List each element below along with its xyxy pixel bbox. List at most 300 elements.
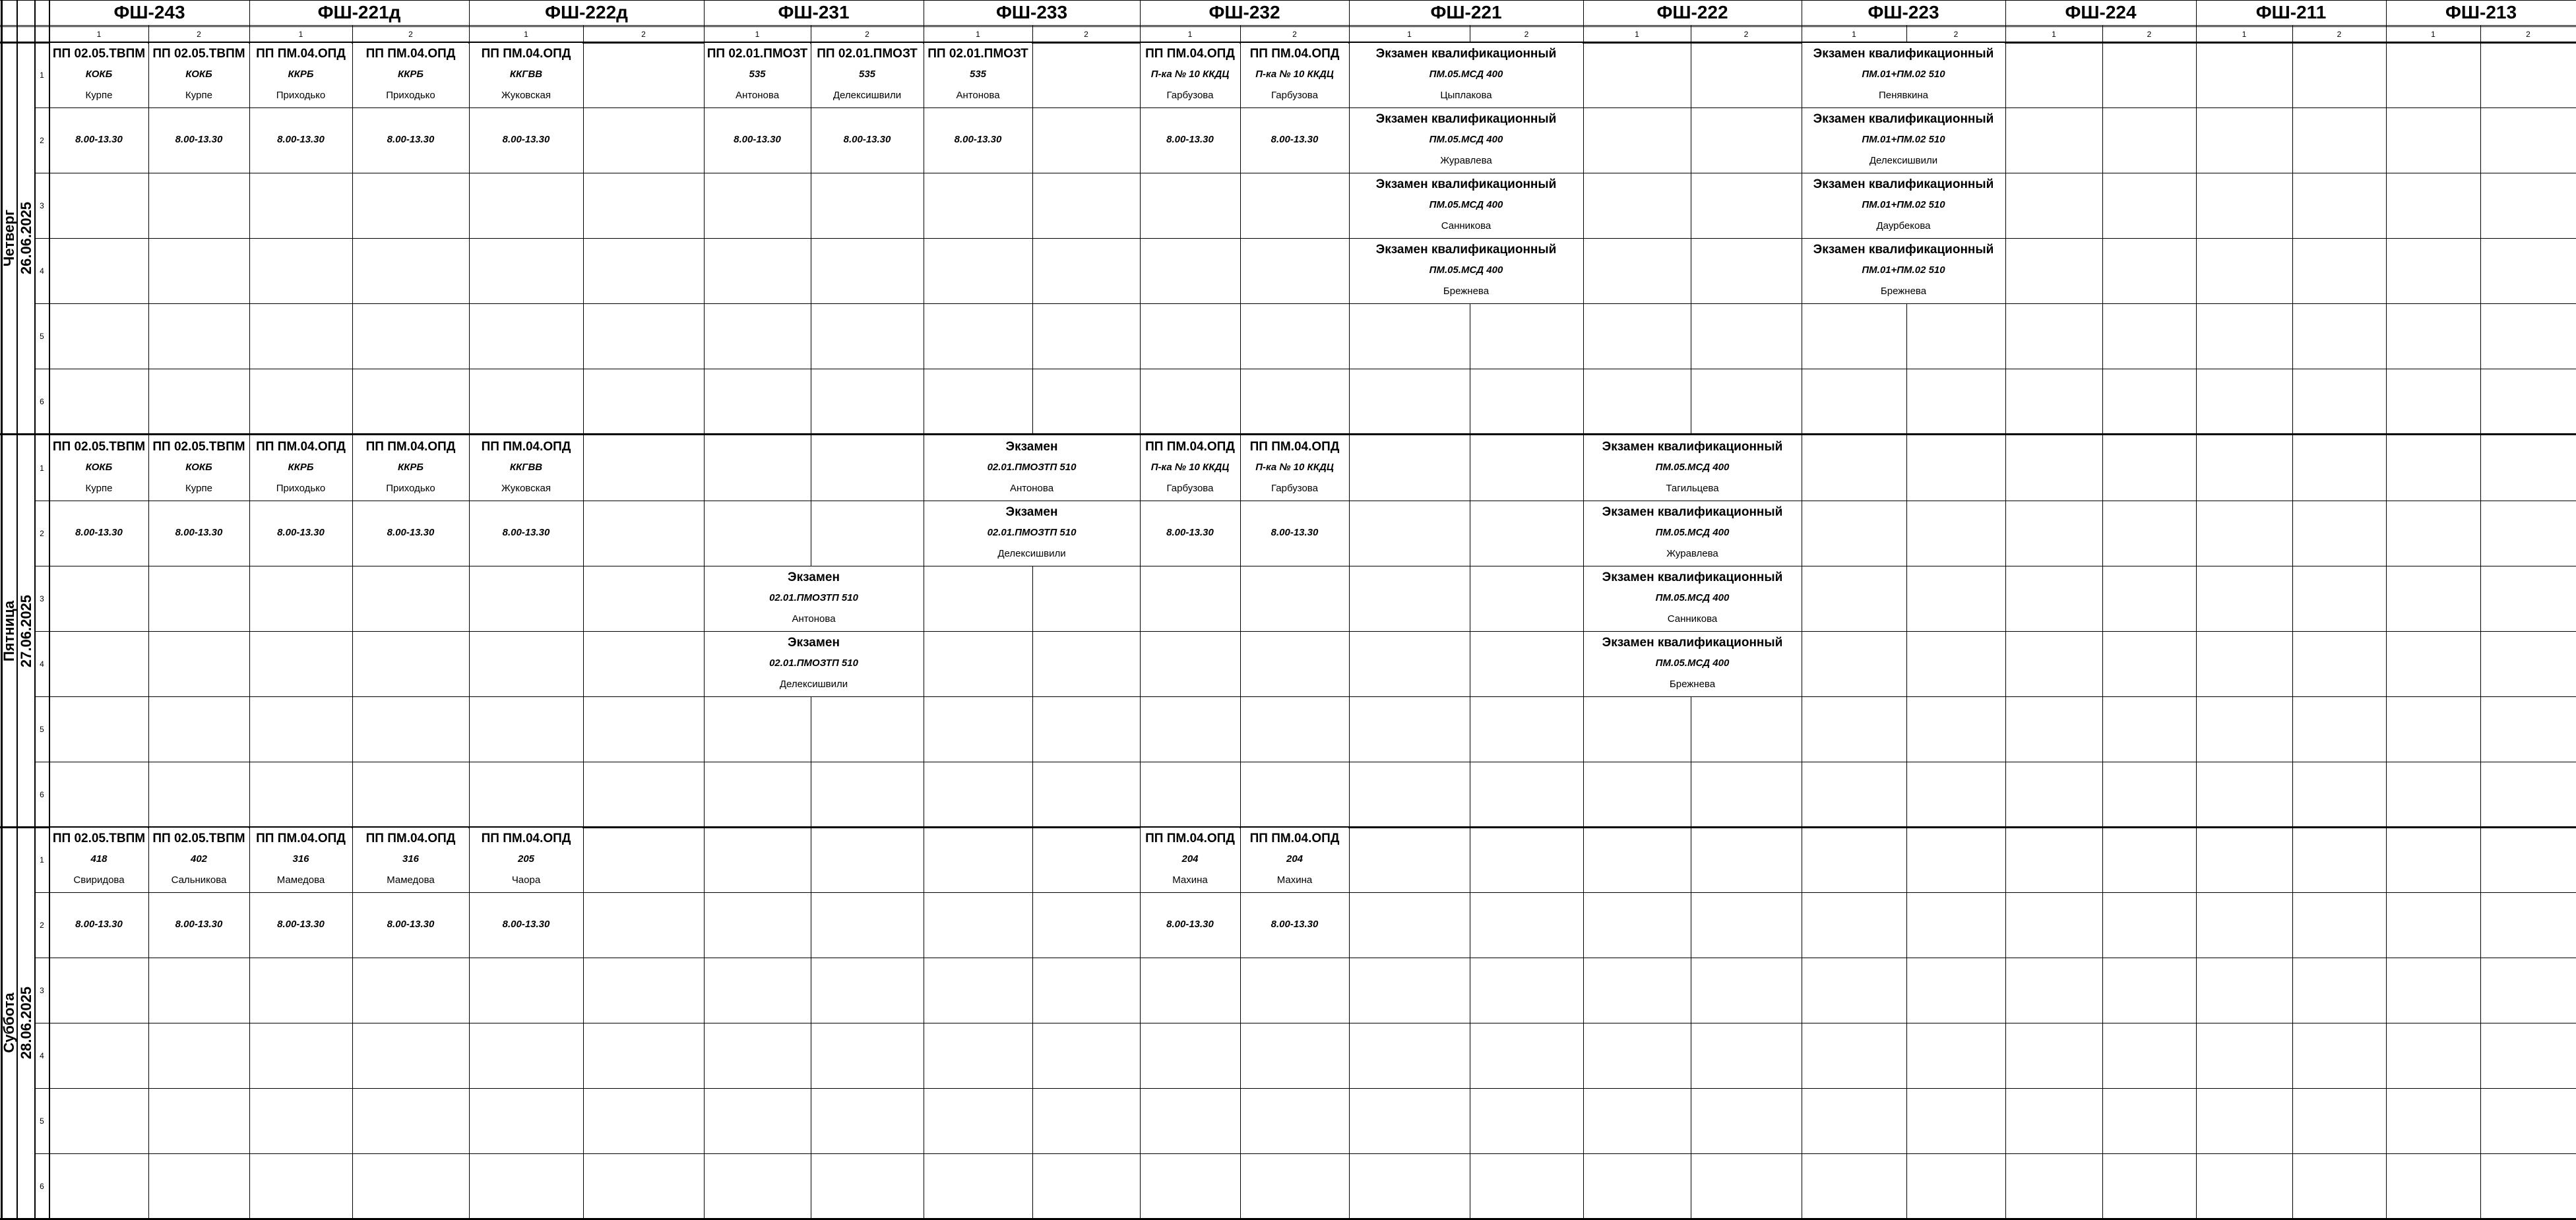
subgroup-separator <box>1032 892 1033 958</box>
entry-time: 8.00-13.30 <box>1166 919 1214 930</box>
entry-title: ПП 02.05.ТВПМ <box>152 47 245 61</box>
subgroup-separator <box>583 827 584 892</box>
subgroup-separator <box>1240 631 1241 696</box>
subgroup-separator <box>1032 173 1033 238</box>
entry-room: П-ка № 10 ККДЦ <box>1150 461 1230 473</box>
entry-title: ПП ПМ.04.ОПД <box>1249 440 1340 454</box>
entry-room: П-ка № 10 ККДЦ <box>1255 68 1334 80</box>
entry-time: 8.00-13.30 <box>75 527 123 538</box>
entry-time: 8.00-13.30 <box>734 134 781 145</box>
subgroup-separator <box>2102 1088 2103 1153</box>
subgroup-separator <box>1240 958 1241 1023</box>
pair-number: 6 <box>40 396 44 406</box>
subgroup-separator <box>583 958 584 1023</box>
entry-title: ПП 02.05.ТВПМ <box>52 832 146 845</box>
schedule-entry[interactable] <box>1241 828 1348 892</box>
group-header[interactable]: ФШ-211 <box>2255 2 2327 22</box>
entry-teacher: Курпе <box>85 483 113 495</box>
group-header[interactable]: ФШ-224 <box>2065 2 2137 22</box>
subgroup-header: 2 <box>1744 30 1749 39</box>
subgroup-separator <box>352 566 353 631</box>
subgroup-separator <box>2480 369 2481 434</box>
subgroup-separator <box>2480 1088 2481 1153</box>
subgroup-separator <box>2480 1023 2481 1088</box>
subgroup-separator <box>2292 631 2293 696</box>
subgroup-separator <box>148 696 149 762</box>
entry-room: ПМ.05.МСД 400 <box>1429 198 1503 210</box>
subgroup-separator <box>1906 1023 1907 1088</box>
entry-teacher: Даурбекова <box>1876 220 1931 232</box>
entry-room: 418 <box>90 853 108 865</box>
subgroup-separator <box>2102 762 2103 827</box>
entry-room: 402 <box>190 853 208 865</box>
subgroup-separator <box>2102 369 2103 434</box>
entry-room: ККГВВ <box>509 461 543 473</box>
group-header[interactable]: ФШ-221д <box>317 2 401 22</box>
schedule-entry[interactable] <box>353 828 468 892</box>
subgroup-separator <box>2292 762 2293 827</box>
subgroup-separator <box>1906 958 1907 1023</box>
entry-title: Экзамен <box>788 570 840 584</box>
entry-time: 8.00-13.30 <box>387 527 435 538</box>
subgroup-separator <box>2292 107 2293 173</box>
group-header[interactable]: ФШ-233 <box>995 2 1068 22</box>
subgroup-separator <box>1032 303 1033 369</box>
subgroup-separator <box>2102 1153 2103 1219</box>
subgroup-separator <box>2292 1023 2293 1088</box>
entry-room: ПМ.05.МСД 400 <box>1655 592 1730 603</box>
subgroup-header: 1 <box>976 30 980 39</box>
subgroup-header: 1 <box>2431 30 2435 39</box>
subgroup-separator <box>2480 238 2481 303</box>
pair-number: 2 <box>40 528 44 538</box>
subgroup-header: 1 <box>1187 30 1193 39</box>
entry-time: 8.00-13.30 <box>175 527 223 538</box>
subgroup-separator <box>2292 42 2293 107</box>
entry-teacher: Пенявкина <box>1878 90 1929 102</box>
entry-teacher: Антонова <box>956 90 1000 102</box>
subgroup-separator <box>1032 958 1033 1023</box>
entry-title: ПП ПМ.04.ОПД <box>256 440 346 454</box>
schedule-entry[interactable] <box>470 436 582 500</box>
entry-teacher: Приходько <box>276 90 326 102</box>
entry-teacher: Курпе <box>185 483 212 495</box>
subgroup-separator <box>1240 25 1241 42</box>
entry-teacher: Жуковская <box>501 483 551 495</box>
group-header[interactable]: ФШ-231 <box>778 2 850 22</box>
subgroup-separator <box>1240 696 1241 762</box>
schedule-entry[interactable] <box>1802 173 2005 237</box>
schedule-entry[interactable] <box>50 436 148 500</box>
entry-teacher: Журавлева <box>1440 155 1492 167</box>
entry-title: ПП 02.01.ПМОЗТ <box>707 47 808 61</box>
day-name: Суббота <box>1 992 17 1053</box>
subgroup-separator <box>2102 827 2103 892</box>
schedule-entry[interactable] <box>470 43 582 107</box>
subgroup-separator <box>1906 435 1907 501</box>
schedule-entry[interactable] <box>353 436 468 500</box>
entry-title: ПП ПМ.04.ОПД <box>1145 440 1235 454</box>
entry-time: 8.00-13.30 <box>175 134 223 145</box>
entry-room: ПМ.05.МСД 400 <box>1655 526 1730 538</box>
entry-teacher: Журавлева <box>1666 548 1718 560</box>
subgroup-separator <box>352 631 353 696</box>
subgroup-separator <box>2480 566 2481 631</box>
subgroup-header: 2 <box>408 30 413 39</box>
entry-time: 8.00-13.30 <box>387 134 435 145</box>
entry-teacher: Тагильцева <box>1666 483 1719 495</box>
entry-title: ПП ПМ.04.ОПД <box>1145 47 1235 61</box>
subgroup-separator <box>583 303 584 369</box>
pair-number: 4 <box>40 659 44 669</box>
subgroup-separator <box>583 1088 584 1153</box>
pair-separator <box>35 696 2576 697</box>
subgroup-separator <box>148 1023 149 1088</box>
pair-separator <box>35 238 2576 239</box>
group-separator <box>249 0 250 1219</box>
entry-teacher: Приходько <box>386 90 435 102</box>
subgroup-separator <box>2102 631 2103 696</box>
entry-teacher: Курпе <box>185 90 212 102</box>
schedule-entry[interactable] <box>1802 43 2005 107</box>
subgroup-separator <box>2292 958 2293 1023</box>
entry-room: ПМ.01+ПМ.02 510 <box>1862 133 1945 145</box>
subgroup-separator <box>2480 303 2481 369</box>
pair-number: 5 <box>40 1116 44 1126</box>
entry-teacher: Антонова <box>792 613 836 625</box>
subgroup-header: 1 <box>755 30 760 39</box>
subgroup-separator <box>2102 303 2103 369</box>
entry-time: 8.00-13.30 <box>502 527 550 538</box>
entry-title: ПП ПМ.04.ОПД <box>365 47 456 61</box>
subgroup-separator <box>1032 107 1033 173</box>
subgroup-separator <box>2480 42 2481 107</box>
subgroup-separator <box>1032 25 1033 42</box>
schedule-entry[interactable] <box>924 436 1139 500</box>
entry-teacher: Антонова <box>1009 483 1054 495</box>
entry-title: ПП ПМ.04.ОПД <box>1249 832 1340 845</box>
group-header[interactable]: ФШ-221 <box>1430 2 1502 22</box>
subgroup-separator <box>583 762 584 827</box>
subgroup-separator <box>1032 566 1033 631</box>
entry-time: 8.00-13.30 <box>1271 527 1319 538</box>
subgroup-separator <box>2102 958 2103 1023</box>
schedule-entry[interactable] <box>705 43 810 107</box>
subgroup-header: 2 <box>1292 30 1297 39</box>
schedule-entry[interactable] <box>811 43 923 107</box>
entry-teacher: Чаора <box>511 874 541 886</box>
entry-teacher: Свиридова <box>73 874 125 886</box>
subgroup-separator <box>1032 1153 1033 1219</box>
entry-time: 8.00-13.30 <box>387 919 435 930</box>
entry-teacher: Курпе <box>85 90 113 102</box>
schedule-entry[interactable] <box>1584 436 1801 500</box>
subgroup-separator <box>2292 827 2293 892</box>
schedule-entry[interactable] <box>1584 632 1801 696</box>
schedule-entry[interactable] <box>1350 239 1583 303</box>
subgroup-separator <box>2480 762 2481 827</box>
subgroup-separator <box>583 631 584 696</box>
entry-teacher: Санникова <box>1441 220 1492 232</box>
group-header[interactable]: ФШ-222 <box>1656 2 1728 22</box>
subgroup-separator <box>2102 696 2103 762</box>
schedule-entry[interactable] <box>353 43 468 107</box>
entry-room: 535 <box>858 68 876 80</box>
entry-title: ПП ПМ.04.ОПД <box>365 832 456 845</box>
entry-title: Экзамен квалификационный <box>1375 177 1557 191</box>
pair-number: 3 <box>40 200 44 210</box>
entry-title: Экзамен квалификационный <box>1813 112 1994 126</box>
subgroup-separator <box>1906 501 1907 566</box>
subgroup-separator <box>583 1153 584 1219</box>
subgroup-separator <box>2292 238 2293 303</box>
schedule-entry[interactable] <box>250 828 352 892</box>
subgroup-separator <box>1906 892 1907 958</box>
subgroup-separator <box>2292 1088 2293 1153</box>
subgroup-separator <box>583 435 584 501</box>
schedule-entry[interactable] <box>1350 43 1583 107</box>
subgroup-separator <box>2480 107 2481 173</box>
subgroup-separator <box>352 25 353 42</box>
subgroup-separator <box>148 25 149 42</box>
entry-title: ПП ПМ.04.ОПД <box>365 440 456 454</box>
entry-title: Экзамен квалификационный <box>1602 505 1783 519</box>
subgroup-separator <box>2102 435 2103 501</box>
group-header[interactable]: ФШ-213 <box>2445 2 2517 22</box>
pair-number: 2 <box>40 135 44 145</box>
schedule-entry[interactable] <box>149 436 249 500</box>
subgroup-separator <box>2292 566 2293 631</box>
schedule-entry[interactable] <box>1241 43 1348 107</box>
subgroup-separator <box>1906 827 1907 892</box>
subgroup-separator <box>2102 42 2103 107</box>
entry-title: Экзамен квалификационный <box>1602 636 1783 650</box>
entry-title: ПП 02.05.ТВПМ <box>152 440 245 454</box>
entry-teacher: Брежнева <box>1669 679 1716 690</box>
entry-time: 8.00-13.30 <box>277 919 325 930</box>
pair-number: 3 <box>40 594 44 603</box>
entry-room: ПМ.01+ПМ.02 510 <box>1862 68 1945 80</box>
pair-separator <box>35 1153 2576 1154</box>
schedule-entry[interactable] <box>250 43 352 107</box>
group-separator <box>2386 0 2387 1219</box>
schedule-entry[interactable] <box>924 43 1032 107</box>
group-header[interactable]: ФШ-222д <box>545 2 628 22</box>
entry-room: ПМ.05.МСД 400 <box>1429 264 1503 276</box>
schedule-entry[interactable] <box>705 632 923 696</box>
schedule-entry[interactable] <box>50 43 148 107</box>
entry-room: П-ка № 10 ККДЦ <box>1150 68 1230 80</box>
pair-number: 2 <box>40 920 44 930</box>
subgroup-separator <box>2480 25 2481 42</box>
entry-teacher: Санникова <box>1667 613 1718 625</box>
entry-title: ПП 02.05.ТВПМ <box>52 47 146 61</box>
subgroup-separator <box>1906 1153 1907 1219</box>
schedule-entry[interactable] <box>1802 239 2005 303</box>
entry-time: 8.00-13.30 <box>277 527 325 538</box>
subgroup-separator <box>352 696 353 762</box>
subgroup-separator <box>148 958 149 1023</box>
subgroup-separator <box>352 1153 353 1219</box>
entry-time: 8.00-13.30 <box>502 134 550 145</box>
subgroup-separator <box>148 1153 149 1219</box>
entry-teacher: Делексишвили <box>997 548 1066 560</box>
subgroup-separator <box>583 892 584 958</box>
subgroup-separator <box>583 566 584 631</box>
entry-title: ПП ПМ.04.ОПД <box>481 440 571 454</box>
entry-title: Экзамен квалификационный <box>1602 440 1783 454</box>
entry-title: ПП ПМ.04.ОПД <box>1145 832 1235 845</box>
schedule-entry[interactable] <box>1802 108 2005 172</box>
group-separator <box>469 0 470 1219</box>
day-date: 27.06.2025 <box>18 594 34 668</box>
schedule-entry[interactable] <box>149 43 249 107</box>
pair-number: 1 <box>40 855 44 865</box>
subgroup-header: 2 <box>1084 30 1088 39</box>
entry-title: Экзамен квалификационный <box>1813 243 1994 257</box>
subgroup-separator <box>2480 631 2481 696</box>
schedule-entry[interactable] <box>1141 43 1240 107</box>
entry-room: ПМ.05.МСД 400 <box>1655 657 1730 669</box>
entry-time: 8.00-13.30 <box>954 134 1002 145</box>
entry-room: ККРБ <box>397 461 424 473</box>
entry-room: 205 <box>517 853 535 865</box>
subgroup-header: 2 <box>865 30 869 39</box>
entry-time: 8.00-13.30 <box>1271 134 1319 145</box>
subgroup-separator <box>2102 1023 2103 1088</box>
subgroup-separator <box>583 42 584 107</box>
group-header[interactable]: ФШ-243 <box>113 2 185 22</box>
schedule-entry[interactable] <box>1141 828 1240 892</box>
entry-title: ПП 02.01.ПМОЗТ <box>817 47 918 61</box>
schedule-entry[interactable] <box>250 436 352 500</box>
entry-teacher: Мамедова <box>387 874 435 886</box>
entry-title: Экзамен квалификационный <box>1375 112 1557 126</box>
group-separator <box>2005 0 2006 1219</box>
subgroup-separator <box>148 762 149 827</box>
entry-room: ПМ.01+ПМ.02 510 <box>1862 198 1945 210</box>
entry-time: 8.00-13.30 <box>277 134 325 145</box>
subgroup-separator <box>583 501 584 566</box>
entry-title: ПП 02.01.ПМОЗТ <box>927 47 1028 61</box>
pair-number: 5 <box>40 331 44 341</box>
entry-teacher: Брежнева <box>1443 286 1490 297</box>
entry-title: ПП ПМ.04.ОПД <box>256 47 346 61</box>
entry-title: Экзамен квалификационный <box>1813 47 1994 61</box>
entry-title: Экзамен квалификационный <box>1602 570 1783 584</box>
subgroup-separator <box>2102 238 2103 303</box>
day-name: Пятница <box>1 600 17 662</box>
pair-separator <box>35 303 2576 304</box>
schedule-entry[interactable] <box>705 566 923 630</box>
subgroup-separator <box>1240 238 1241 303</box>
entry-room: П-ка № 10 ККДЦ <box>1255 461 1334 473</box>
entry-title: ПП 02.05.ТВПМ <box>152 832 245 845</box>
entry-teacher: Делексишвили <box>1869 155 1938 167</box>
subgroup-separator <box>1032 1088 1033 1153</box>
subgroup-separator <box>583 1023 584 1088</box>
entry-teacher: Делексишвили <box>832 90 902 102</box>
subgroup-separator <box>148 566 149 631</box>
subgroup-separator <box>2480 173 2481 238</box>
entry-title: Экзамен <box>788 636 840 650</box>
pair-separator <box>35 1088 2576 1089</box>
schedule-entry[interactable] <box>1350 173 1583 237</box>
subgroup-header: 2 <box>2147 30 2152 39</box>
day-label <box>0 435 18 827</box>
group-header[interactable]: ФШ-232 <box>1209 2 1280 22</box>
subgroup-separator <box>148 631 149 696</box>
group-header[interactable]: ФШ-223 <box>1868 2 1939 22</box>
schedule-entry[interactable] <box>50 828 148 892</box>
subgroup-separator <box>2292 369 2293 434</box>
entry-teacher: Гарбузова <box>1271 483 1318 495</box>
subgroup-separator <box>1032 238 1033 303</box>
subgroup-separator <box>1032 696 1033 762</box>
subgroup-separator <box>2480 827 2481 892</box>
subgroup-separator <box>2102 107 2103 173</box>
day-date: 28.06.2025 <box>18 986 34 1060</box>
entry-room: 535 <box>969 68 987 80</box>
entry-title: Экзамен квалификационный <box>1375 47 1557 61</box>
schedule-entry[interactable] <box>1584 501 1801 565</box>
subgroup-separator <box>1906 762 1907 827</box>
schedule-entry[interactable] <box>1584 566 1801 630</box>
schedule-entry[interactable] <box>470 828 582 892</box>
entry-room: ПМ.05.МСД 400 <box>1429 68 1503 80</box>
subgroup-separator <box>148 238 149 303</box>
header-line <box>0 25 2576 26</box>
schedule-entry[interactable] <box>924 501 1139 565</box>
subgroup-header: 2 <box>2337 30 2342 39</box>
subgroup-separator <box>148 1088 149 1153</box>
pair-separator <box>35 631 2576 632</box>
subgroup-header: 1 <box>298 30 303 39</box>
subgroup-separator <box>352 1088 353 1153</box>
subgroup-separator <box>148 303 149 369</box>
pair-number: 5 <box>40 724 44 734</box>
pair-number: 6 <box>40 1181 44 1191</box>
entry-teacher: Жуковская <box>501 90 551 102</box>
entry-teacher: Цыплакова <box>1440 90 1492 102</box>
entry-title: Экзамен <box>1005 505 1058 519</box>
entry-teacher: Гарбузова <box>1271 90 1318 102</box>
subgroup-separator <box>1906 631 1907 696</box>
entry-teacher: Гарбузова <box>1166 90 1214 102</box>
entry-time: 8.00-13.30 <box>843 134 891 145</box>
subgroup-separator <box>1906 303 1907 369</box>
entry-room: ПМ.01+ПМ.02 510 <box>1862 264 1945 276</box>
subgroup-header: 2 <box>197 30 201 39</box>
subgroup-separator <box>2292 303 2293 369</box>
entry-time: 8.00-13.30 <box>1166 527 1214 538</box>
schedule-entry[interactable] <box>1241 436 1348 500</box>
entry-time: 8.00-13.30 <box>1166 134 1214 145</box>
entry-room: ККРБ <box>288 461 314 473</box>
entry-room: 204 <box>1181 853 1199 865</box>
group-separator <box>1140 0 1141 1219</box>
subgroup-separator <box>1032 1023 1033 1088</box>
entry-teacher: Приходько <box>386 483 435 495</box>
schedule-entry[interactable] <box>1141 436 1240 500</box>
subgroup-separator <box>352 1023 353 1088</box>
subgroup-separator <box>1240 1088 1241 1153</box>
subgroup-separator <box>2480 1153 2481 1219</box>
subgroup-header: 2 <box>1524 30 1529 39</box>
schedule-entry[interactable] <box>149 828 249 892</box>
subgroup-separator <box>1240 566 1241 631</box>
schedule-entry[interactable] <box>1350 108 1583 172</box>
